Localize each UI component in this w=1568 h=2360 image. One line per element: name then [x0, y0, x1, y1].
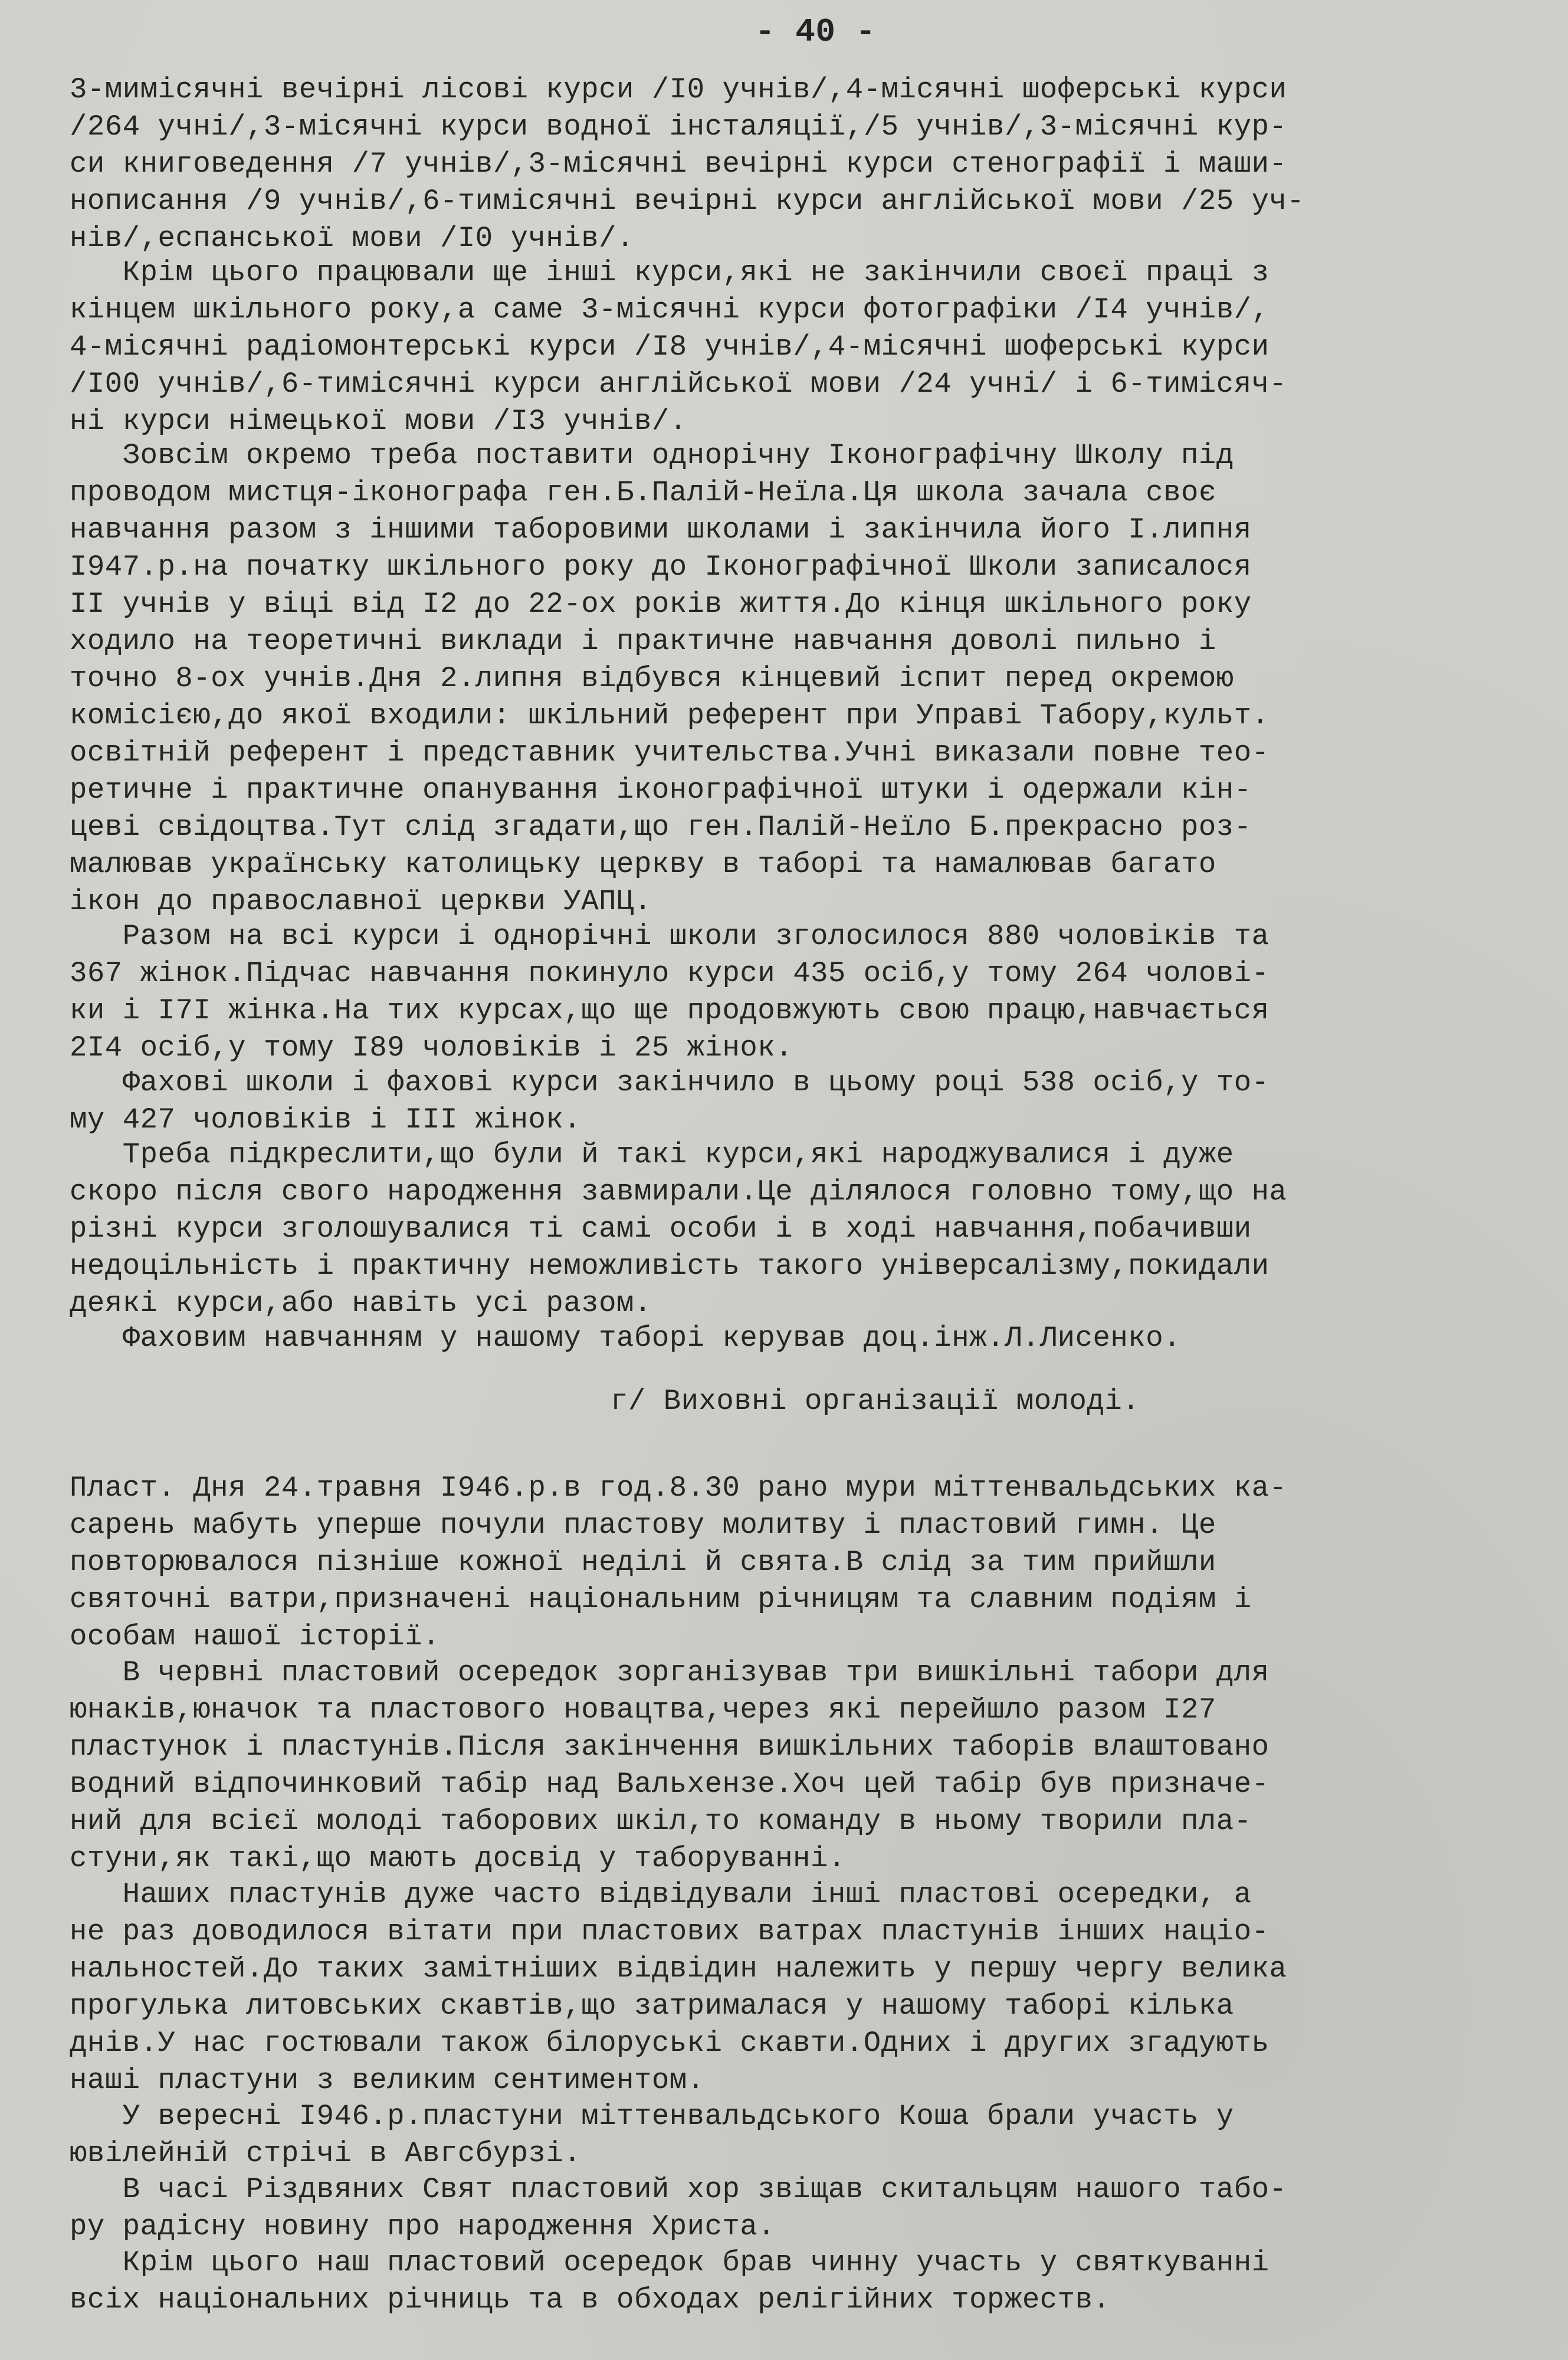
text-line: недоцільність і практичну неможливість такого універсалізму,покидали	[70, 1250, 1270, 1283]
text-line: У вересні I946.р.пластуни міттенвальдського Коша брали участь у	[70, 2100, 1234, 2133]
text-line: ретичне і практичне опанування іконографічної штуки і одержали кін-	[70, 773, 1252, 807]
text-line: повторювалося пізніше кожної неділі й свята.В слід за тим прийшли	[70, 1546, 1216, 1579]
text-line: цеві свідоцтва.Тут слід згадати,що ген.Палій-Неїло Б.прекрасно роз-	[70, 811, 1252, 844]
section-heading: г/ Виховні організації молоді.	[611, 1385, 1140, 1418]
text-line: точно 8-ох учнів.Дня 2.липня відбувся кінцевий іспит перед окремою	[70, 662, 1234, 695]
text-line: 3-мимісячні вечірні лісові курси /I0 учнів/,4-місячні шоферські курси	[70, 73, 1287, 106]
text-line: ки і I7I жінка.На тих курсах,що ще продовжують свою працю,навчається	[70, 994, 1270, 1027]
text-line: Фахові школи і фахові курси закінчило в цьому році 538 осіб,у то-	[70, 1066, 1270, 1099]
page-number: - 40 -	[755, 13, 876, 51]
text-line: ру радісну новину про народження Христа.	[70, 2210, 776, 2243]
text-line: ювілейній стрічі в Авгсбурзі.	[70, 2137, 582, 2170]
text-line: юнаків,юначок та пластового новацтва,через які перейшло разом I27	[70, 1693, 1216, 1726]
text-line: деякі курси,або навіть усі разом.	[70, 1287, 652, 1320]
text-line: Крім цього працювали ще інші курси,які не закінчили своєї праці з	[70, 256, 1270, 289]
text-line: Крім цього наш пластовий осередок брав чинну участь у святкуванні	[70, 2246, 1270, 2279]
text-line: I947.р.на початку шкільного року до Іконографічної Школи записалося	[70, 550, 1252, 584]
text-line: му 427 чоловіків і III жінок.	[70, 1103, 582, 1136]
text-line: святочні ватри,призначені національним річницям та славним подіям і	[70, 1583, 1252, 1616]
text-line: освітній референт і представник учительства.Учні виказали повне тео-	[70, 736, 1270, 769]
text-line: малював українську католицьку церкву в таборі та намалював багато	[70, 848, 1216, 881]
text-line: 367 жінок.Підчас навчання покинуло курси 435 осіб,у тому 264 чолові-	[70, 957, 1270, 990]
text-line: II учнів у віці від I2 до 22-ох років життя.До кінця шкільного року	[70, 588, 1252, 621]
text-line: Наших пластунів дуже часто відвідували інші пластові осередки, а	[70, 1878, 1252, 1911]
text-line: всіх національних річниць та в обходах релігійних торжеств.	[70, 2283, 1111, 2316]
text-line: стуни,як такі,що мають досвід у таборуванні.	[70, 1842, 846, 1875]
text-line: проводом мистця-іконографа ген.Б.Палій-Неїла.Ця школа зачала своє	[70, 476, 1216, 509]
text-line: особам нашої історії.	[70, 1620, 441, 1653]
text-line: Фаховим навчанням у нашому таборі керував доц.інж.Л.Лисенко.	[70, 1322, 1182, 1355]
text-line: нальностей.До таких замітніших відвідин належить у першу чергу велика	[70, 1952, 1287, 1985]
text-line: нів/,еспанської мови /I0 учнів/.	[70, 222, 634, 255]
text-line: водний відпочинковий табір над Вальхензе.Хоч цей табір був призначе-	[70, 1768, 1270, 1801]
text-line: 2I4 осіб,у тому I89 чоловіків і 25 жінок.	[70, 1031, 793, 1064]
text-line: різні курси зголошувалися ті самі особи і в ході навчання,побачивши	[70, 1212, 1252, 1245]
text-line: /264 учні/,3-місячні курси водної інсталяції,/5 учнів/,3-місячні кур-	[70, 110, 1287, 143]
text-line: навчання разом з іншими таборовими школами і закінчила його I.липня	[70, 513, 1252, 546]
text-line: комісією,до якої входили: шкільний референт при Управі Табору,культ.	[70, 699, 1270, 732]
text-line: днів.У нас гостювали також білоруські скавти.Одних і других згадують	[70, 2027, 1270, 2060]
text-line: Треба підкреслити,що були й такі курси,які народжувалися і дуже	[70, 1138, 1234, 1171]
text-line: кінцем шкільного року,а саме 3-місячні курси фотографіки /I4 учнів/,	[70, 293, 1270, 326]
text-line: Пласт. Дня 24.травня I946.р.в год.8.30 рано мури міттенвальдських ка-	[70, 1471, 1287, 1504]
text-line: В часі Різдвяних Свят пластовий хор звіщав скитальцям нашого табо-	[70, 2173, 1287, 2206]
text-line: ні курси німецької мови /I3 учнів/.	[70, 405, 687, 438]
text-line: Зовсім окремо треба поставити однорічну Іконографічну Школу під	[70, 439, 1234, 472]
text-line: нописання /9 учнів/,6-тимісячні вечірні курси англійської мови /25 уч-	[70, 185, 1305, 218]
text-line: В червні пластовий осередок зорганізував три вишкільні табори для	[70, 1656, 1270, 1689]
text-line: пластунок і пластунів.Після закінчення вишкільних таборів влаштовано	[70, 1730, 1270, 1764]
text-line: си книговедення /7 учнів/,3-місячні вечірні курси стенографії і маши-	[70, 148, 1287, 181]
text-line: сарень мабуть уперше почули пластову молитву і пластовий гимн. Це	[70, 1509, 1216, 1542]
text-line: ікон до православної церкви УАПЦ.	[70, 885, 652, 918]
text-line: прогулька литовських скавтів,що затрималася у нашому таборі кілька	[70, 1989, 1234, 2023]
text-line: ний для всієї молоді таборових шкіл,то команду в ньому творили пла-	[70, 1805, 1252, 1838]
text-line: /I00 учнів/,6-тимісячні курси англійської мови /24 учні/ і 6-тимісяч-	[70, 368, 1287, 401]
text-line: Разом на всі курси і однорічні школи зголосилося 880 чоловіків та	[70, 920, 1270, 953]
text-line: скоро після свого народження завмирали.Це ділялося головно тому,що на	[70, 1175, 1287, 1208]
text-line: не раз доводилося вітати при пластових ватрах пластунів інших націо-	[70, 1915, 1270, 1948]
text-line: наші пластуни з великим сентиментом.	[70, 2064, 705, 2097]
text-line: 4-місячні радіомонтерські курси /I8 учнів/,4-місячні шоферські курси	[70, 330, 1270, 363]
text-line: ходило на теоретичні виклади і практичне навчання доволі пильно і	[70, 625, 1216, 658]
